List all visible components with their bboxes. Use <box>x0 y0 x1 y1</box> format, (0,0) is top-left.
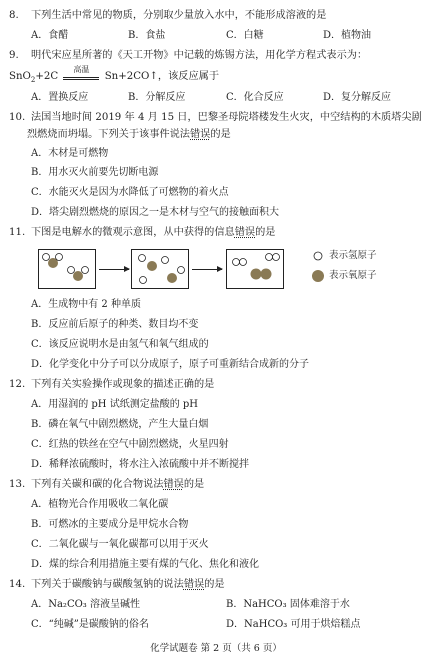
hydrogen-molecule <box>266 254 280 261</box>
q8-text: 下列生活中常见的物质，分别取少量放入水中，不能形成溶液的是 <box>31 10 327 21</box>
q9-option-c[interactable]: C．化合反应 <box>226 92 284 103</box>
q14-option-a[interactable]: A．Na₂CO₃ 溶液呈碱性 <box>31 599 140 610</box>
q8-number: 8. <box>9 10 19 21</box>
q13-option-a[interactable]: A．植物光合作用吸收二氧化碳 <box>31 499 169 510</box>
q8-option-d[interactable]: D．植物油 <box>323 30 372 41</box>
hydrogen-atom <box>139 255 146 262</box>
q12-stem: 12. 下列有关实验操作或现象的描述正确的是 <box>9 379 215 390</box>
q9-option-d[interactable]: D．复分解反应 <box>323 92 392 103</box>
q10-stem-line2: 烈燃烧而坍塌。下列关于该事件说法错误的是 <box>27 129 231 140</box>
q11-stem: 11. 下图是电解水的微观示意图，从中获得的信息错误的是 <box>9 227 276 238</box>
q14-option-c[interactable]: C．“纯碱”是碳酸钠的俗名 <box>31 619 149 630</box>
water-molecule <box>43 254 63 269</box>
oxygen-atom <box>147 261 157 271</box>
q10-stem: 10. 法国当地时间 2019 年 4 月 15 日，巴黎圣母院塔楼发生火灾，中空结构的木质塔尖剧 <box>9 112 422 123</box>
q11-option-c[interactable]: C．该反应说明水是由氢气和氧气组成的 <box>31 339 209 350</box>
oxygen-atom <box>167 273 177 283</box>
q11-option-b[interactable]: B．反应前后原子的种类、数目均不变 <box>31 319 199 330</box>
q10-option-a[interactable]: A．木材是可燃物 <box>31 148 109 159</box>
q8-option-b[interactable]: B．食盐 <box>128 30 166 41</box>
oxygen-molecule <box>251 269 272 280</box>
q10-option-b[interactable]: B．用水灭火前要先切断电源 <box>31 167 159 178</box>
q9-equation: SnO$_2$+2C 高温 Sn+2CO↑，该反应属于 <box>9 65 220 85</box>
q9-option-a[interactable]: A．置换反应 <box>31 92 89 103</box>
q10-option-c[interactable]: C．水能灭火是因为水降低了可燃物的着火点 <box>31 187 229 198</box>
q9-number: 9. <box>9 50 19 61</box>
hydrogen-molecule <box>233 259 247 266</box>
electrolysis-diagram <box>0 0 432 310</box>
q9-option-b[interactable]: B．分解反应 <box>128 92 186 103</box>
q8-option-c[interactable]: C．白糖 <box>226 30 264 41</box>
q13-stem: 13. 下列有关碳和碳的化合物说法错误的是 <box>9 479 205 490</box>
water-molecule <box>68 267 89 282</box>
q14-option-d[interactable]: D．NaHCO₃ 可用于烘焙糕点 <box>226 619 361 630</box>
legend-hydrogen-icon <box>314 252 322 260</box>
q8-option-a[interactable]: A．食醋 <box>31 30 69 41</box>
q13-option-c[interactable]: C．二氧化碳与一氧化碳都可以用于灭火 <box>31 539 209 550</box>
legend-oxygen-label: 表示氧原子 <box>329 270 377 281</box>
hydrogen-atom <box>178 267 185 274</box>
hydrogen-atom <box>140 277 147 284</box>
q13-option-d[interactable]: D．煤的综合利用措施主要有煤的气化、焦化和液化 <box>31 559 260 570</box>
q11-option-a[interactable]: A．生成物中有 2 种单质 <box>31 299 141 310</box>
q12-option-c[interactable]: C．红热的铁丝在空气中剧烈燃烧，火星四射 <box>31 439 229 450</box>
q9-text: 明代宋应星所著的《天工开物》中记载的炼锡方法，用化学方程式表示为： <box>31 50 368 61</box>
q12-option-a[interactable]: A．用湿润的 pH 试纸测定盐酸的 pH <box>31 399 199 410</box>
q12-option-b[interactable]: B．磷在氧气中剧烈燃烧，产生大量白烟 <box>31 419 209 430</box>
q14-option-b[interactable]: B．NaHCO₃ 固体难溶于水 <box>226 599 350 610</box>
page-footer: 化学试题卷 第 2 页（共 6 页） <box>150 643 282 654</box>
q14-stem: 14. 下列关于碳酸钠与碳酸氢钠的说法错误的是 <box>9 579 225 590</box>
hydrogen-atom <box>162 257 169 264</box>
q11-option-d[interactable]: D．化学变化中分子可以分成原子，原子可重新结合成新的分子 <box>31 359 310 370</box>
legend-hydrogen-label: 表示氢原子 <box>329 250 377 261</box>
q10-option-d[interactable]: D．塔尖剧烈燃烧的原因之一是木材与空气的接触面积大 <box>31 207 280 218</box>
q13-option-b[interactable]: B．可燃冰的主要成分是甲烷水合物 <box>31 519 189 530</box>
legend-oxygen-icon <box>312 270 324 282</box>
q12-option-d[interactable]: D．稀释浓硫酸时，将水注入浓硫酸中并不断搅拌 <box>31 459 250 470</box>
